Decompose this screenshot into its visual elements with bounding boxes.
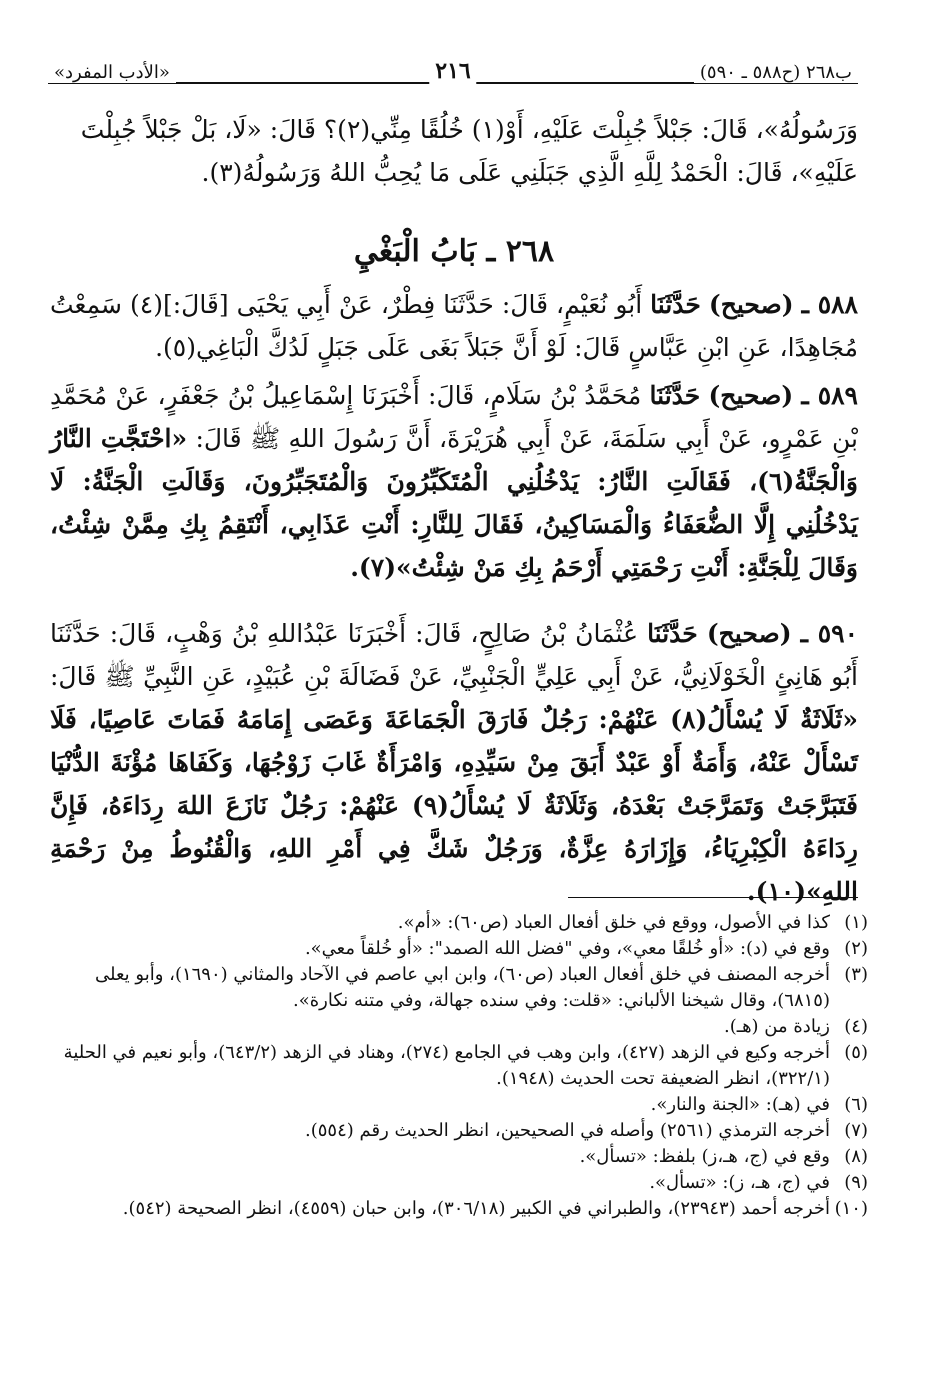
footnote — [50, 1118, 868, 1144]
footnote-number: (٣) — [844, 964, 868, 985]
hadith-590-grade: (صحيح) — [706, 619, 792, 648]
footnote-text: زيادة من (هـ). — [724, 1016, 830, 1037]
footnote — [50, 1040, 868, 1092]
footnote-text: في (هـ): «الجنة والنار». — [650, 1094, 830, 1115]
footnote-text: في (ج، هـ، ز): «تسأل». — [649, 1172, 830, 1193]
footnote-text: وقع في (ج، هـ،ز) بلفظ: «تسأل». — [579, 1146, 830, 1167]
hadith-589-paragraph — [50, 374, 858, 589]
hadith-588-paragraph — [50, 283, 858, 369]
header-chapter-ref: ب٢٦٨ (ح٥٨٨ ـ ٥٩٠) — [694, 62, 858, 83]
footnote-number: (٨) — [844, 1146, 868, 1167]
header-book-title: «الأدب المفرد» — [48, 62, 176, 83]
page-number: ٢١٦ — [429, 58, 476, 84]
footnote — [50, 962, 868, 1014]
hadith-590-paragraph — [50, 612, 858, 913]
hadith-589 — [50, 374, 858, 589]
footnote-number: (٦) — [844, 1094, 868, 1115]
intro-text — [50, 108, 858, 194]
footnote-number: (٥) — [844, 1042, 868, 1063]
chapter-title: ٢٦٨ ـ بَابُ الْبَغْيِ — [353, 234, 555, 269]
footnote — [50, 1144, 868, 1170]
hadith-590-opening: حَدَّثَنَا — [647, 619, 698, 648]
footnote-text: أخرجه الترمذي (٢٥٦١) وأصله في الصحيحين، انظر الحديث رقم (٥٥٤). — [304, 1120, 830, 1141]
footnote-number: (٧) — [844, 1120, 868, 1141]
hadith-590-number: ٥٩٠ ـ — [800, 619, 859, 648]
hadith-589-matn: «احْتَجَّتِ النَّارُ وَالْجَنَّةُ(٦)، فَقَالَتِ النَّارُ: يَدْخُلُنِي الْمُتَكَبِّرُونَ وَالْمُتَجَبِّرُونَ، وَقَالَتِ الْجَنَّةُ: لَا يَدْخُلُنِي إِلَّا الضُّعَفَاءُ وَالْمَسَاكِينُ، فَقَالَ لِلنَّارِ: أَنْتِ عَذَابِي، أَنْتَقِمُ بِكِ مِمَّنْ شِئْتُ، وَقَالَ لِلْجَنَّةِ: أَنْتِ رَحْمَتِي أَرْحَمُ بِكِ مَنْ شِئْتُ»(٧). — [50, 424, 858, 582]
footnote — [50, 936, 868, 962]
footnote — [50, 1170, 868, 1196]
page-header — [48, 58, 858, 92]
hadith-589-opening: حَدَّثَنَا — [649, 381, 701, 410]
footnote-number: (٩) — [844, 1172, 868, 1193]
footnotes — [50, 910, 868, 1222]
footnote-text: وقع في (د): «أو خُلقًا معي»، وفي "فضل الله الصمد": «أو خُلقاً معي». — [304, 938, 830, 959]
hadith-590 — [50, 612, 858, 913]
intro-line-2: عَلَيْهِ»، قَالَ: الْحَمْدُ لِلَّهِ الَّذِي جَبَلَنِي عَلَى مَا يُحِبُّ اللهُ وَرَسُولُهُ(٣). — [201, 158, 858, 187]
footnote-number: (١٠) — [834, 1198, 868, 1219]
footnote — [50, 1014, 868, 1040]
footnote-number: (١) — [844, 912, 868, 933]
intro-line-1: وَرَسُولُهُ»، قَالَ: جَبْلاً جُبِلْتَ عَلَيْهِ، أَوْ(١) خُلُقًا مِنِّي(٢)؟ قَالَ: «لَا، بَلْ جَبْلاً جُبِلْتَ — [80, 115, 858, 144]
hadith-588-text: أَبُو نُعَيْمٍ، قَالَ: حَدَّثَنَا فِطْرٌ، عَنْ أَبِي يَحْيَى [قَالَ:](٤) سَمِعْتُ مُجَاهِدًا، عَنِ ابْنِ عَبَّاسٍ قَالَ: لَوْ أَنَّ جَبَلاً بَغَى عَلَى جَبَلٍ لَدُكَّ الْبَاغِي(٥). — [50, 290, 858, 362]
hadith-588-number: ٥٨٨ ـ — [801, 290, 858, 319]
footnote — [50, 1092, 868, 1118]
footnote-number: (٤) — [844, 1016, 868, 1037]
footnote-separator — [568, 897, 858, 898]
hadith-588 — [50, 283, 858, 369]
footnote-number: (٢) — [844, 938, 868, 959]
footnote-text: أخرجه أحمد (٢٣٩٤٣)، والطبراني في الكبير (٣٠٦/١٨)، وابن حبان (٤٥٥٩)، انظر الصحيحة (٥٤٢). — [122, 1198, 830, 1219]
footnote-text: كذا في الأصول، ووقع في خلق أفعال العباد (ص٦٠): «أم». — [397, 912, 830, 933]
hadith-590-matn: «ثَلَاثَةٌ لَا يُسْأَلُ(٨) عَنْهُمْ: رَجُلٌ فَارَقَ الْجَمَاعَةَ وَعَصَى إِمَامَهُ فَمَاتَ عَاصِيًا، فَلَا تَسْأَلْ عَنْهُ، وَأَمَةٌ أَوْ عَبْدٌ أَبَقَ مِنْ سَيِّدِهِ، وَامْرَأَةٌ غَابَ زَوْجُهَا، وَكَفَاهَا مُؤْنَةَ الدُّنْيَا فَتَبَرَّجَتْ وَتَمَرَّجَتْ بَعْدَهُ، وَثَلَاثَةٌ لَا يُسْأَلُ(٩) عَنْهُمْ: رَجُلٌ نَازَعَ اللهَ رِدَاءَهُ، فَإِنَّ رِدَاءَهُ الْكِبْرِيَاءُ، وَإِزَارَهُ عِزَّةٌ، وَرَجُلٌ شَكَّ فِي أَمْرِ اللهِ، وَالْقُنُوطُ مِنْ رَحْمَةِ اللهِ»(١٠). — [50, 705, 858, 906]
footnote — [50, 910, 868, 936]
hadith-589-grade: (صحيح) — [708, 381, 794, 410]
hadith-588-opening: حَدَّثَنَا — [650, 290, 701, 319]
footnote-text: أخرجه وكيع في الزهد (٤٢٧)، وابن وهب في الجامع (٢٧٤)، وهناد في الزهد (٦٤٣/٢)، وأبو نعيم في الحلية (٣٢٢/١)، انظر الضعيفة تحت الحديث (١٩٤٨). — [63, 1042, 830, 1089]
hadith-590-isnad: عُثْمَانُ بْنُ صَالِحٍ، قَالَ: أَخْبَرَنَا عَبْدُاللهِ بْنُ وَهْبٍ، قَالَ: حَدَّثَنَا أَبُو هَانِئٍ الْخَوْلَانِيُّ، عَنْ أَبِي عَلِيٍّ الْجَنْبِيِّ، عَنْ فَضَالَةَ بْنِ عُبَيْدٍ، عَنِ النَّبِيِّ ﷺ قَالَ: — [50, 619, 858, 691]
hadith-589-number: ٥٨٩ ـ — [801, 381, 858, 410]
footnote-text: أخرجه المصنف في خلق أفعال العباد (ص٦٠)، وابن ابي عاصم في الآحاد والمثاني (١٦٩٠)، وأبو يعلى (٦٨١٥)، وقال شيخنا الألباني: «قلت: وفي سنده جهالة، وفي متنه نكارة». — [95, 964, 830, 1011]
hadith-589-isnad: مُحَمَّدُ بْنُ سَلَامٍ، قَالَ: أَخْبَرَنَا إِسْمَاعِيلُ بْنُ جَعْفَرٍ، عَنْ مُحَمَّدِ بْنِ عَمْرٍو، عَنْ أَبِي سَلَمَةَ، عَنْ أَبِي هُرَيْرَةَ، أَنَّ رَسُولَ اللهِ ﷺ قَالَ: — [50, 381, 858, 453]
footnote — [50, 1196, 868, 1222]
hadith-588-grade: (صحيح) — [708, 290, 794, 319]
